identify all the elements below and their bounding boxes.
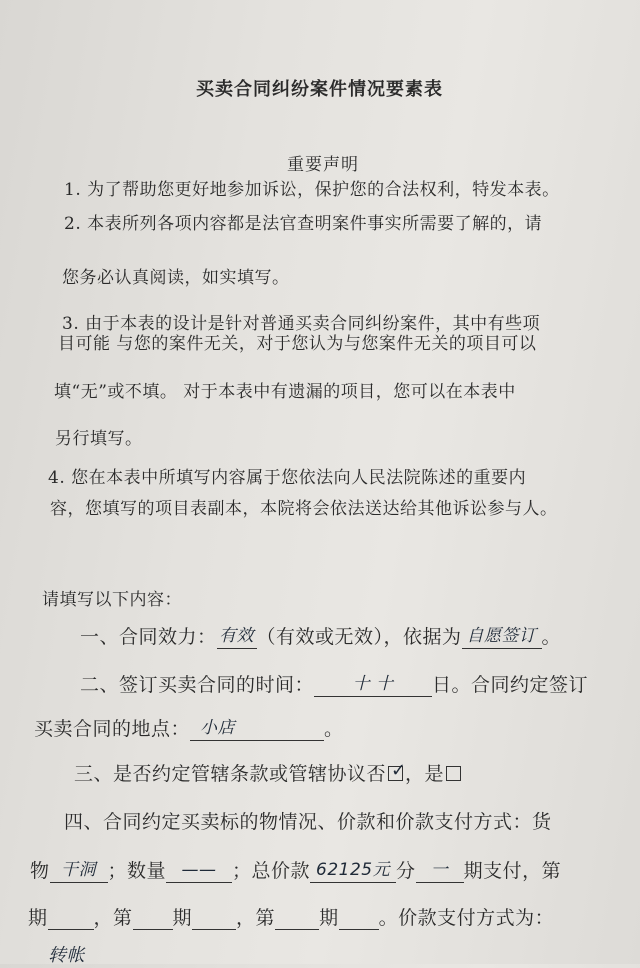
notice-item-3c: 填“无”或不填。 对于本表中有遗漏的项目，您可以在本表中 [54, 382, 516, 402]
q2-place-label: 买卖合同的地点： [34, 718, 191, 740]
q4-period-3: 期 [319, 907, 339, 929]
q2-end: 。 [324, 718, 344, 740]
notice-item-4a: 4. 您在本表中所填写内容属于您依法向人民法院陈述的重要内 [48, 468, 527, 488]
q3-yes-label: ，是 [405, 763, 445, 785]
notice-item-2b: 您务必认真阅读，如实填写。 [62, 268, 290, 288]
notice-item-1: 1. 为了帮助您更好地参加诉讼，保护您的合法权利，特发本表。 [64, 180, 560, 200]
q4-goods-field[interactable]: 干洞 [50, 858, 108, 883]
q2-day: 日。合同约定签订 [432, 674, 589, 696]
q4-period-3-label: ，第 [236, 907, 276, 929]
q1-answer-field[interactable]: 有效 [217, 624, 257, 649]
notice-item-3b: 目可能 与您的案件无关，对于您认为与您案件无关的项目可以 [58, 334, 537, 354]
q4-qty-label: ；数量 [107, 860, 167, 882]
q3-yes-checkbox[interactable] [446, 766, 461, 781]
q1-end: 。 [541, 626, 562, 648]
q1-basis-field[interactable]: 自愿签订 [462, 624, 542, 649]
notice-heading: 重要声明 [287, 155, 359, 175]
q4-qty-field[interactable]: —— [166, 858, 232, 883]
question-4-periods [28, 906, 554, 930]
q4-total-label: ；总价款 [232, 860, 311, 882]
q3-no-checkbox[interactable] [388, 760, 407, 781]
question-2 [80, 672, 588, 697]
notice-item-3d: 另行填写。 [55, 429, 143, 449]
q4-period-1-field[interactable] [48, 909, 94, 930]
question-3 [74, 762, 463, 786]
q1-hint: （有效或无效），依据为 [256, 626, 462, 648]
question-2-place [34, 716, 344, 741]
q4-installment-end: 期支付，第 [463, 860, 562, 882]
q2-label: 二、签订买卖合同的时间： [80, 674, 315, 696]
q4-period-2-field[interactable] [192, 909, 236, 930]
q2-date-field[interactable]: 十 十 [314, 672, 432, 697]
q4-period-2-label: ，第 [93, 907, 133, 929]
q4-installment-label: 分 [396, 860, 416, 882]
q4-period-1: 期 [28, 907, 48, 929]
q4-goods-label: 物 [30, 860, 50, 882]
question-1 [80, 624, 561, 649]
q4-period-2-num-field[interactable] [133, 909, 173, 930]
checkmark-icon: ✓ [391, 760, 407, 781]
q4-installment-field[interactable]: 一 [416, 858, 464, 883]
q3-text: 三、是否约定管辖条款或管辖协议否 [74, 763, 387, 785]
q4-method-field[interactable]: 转帐 [48, 945, 85, 966]
q4-total-field[interactable]: 62125元 [310, 858, 396, 883]
q4-period-2: 期 [172, 907, 193, 929]
question-4-goods [30, 858, 561, 883]
notice-item-4b: 容，您填写的项目表副本，本院将会依法送达给其他诉讼参与人。 [50, 499, 558, 519]
q2-place-field[interactable]: 小店 [190, 716, 324, 741]
q4-method-label: 。价款支付方式为： [378, 907, 555, 929]
notice-item-3a: 3. 由于本表的设计是针对普通买卖合同纠纷案件，其中有些项 [62, 314, 541, 334]
q4-period-3-field[interactable] [339, 909, 379, 930]
q4-period-3-num-field[interactable] [275, 909, 319, 930]
form-intro: 请填写以下内容： [42, 590, 182, 610]
notice-item-2a: 2. 本表所列各项内容都是法官查明案件事实所需要了解的，请 [64, 214, 543, 234]
document-title: 买卖合同纠纷案件情况要素表 [196, 79, 443, 100]
q1-label: 一、合同效力： [80, 626, 217, 648]
question-4: 四、合同约定买卖标的物情况、价款和价款支付方式：货 [64, 811, 552, 833]
